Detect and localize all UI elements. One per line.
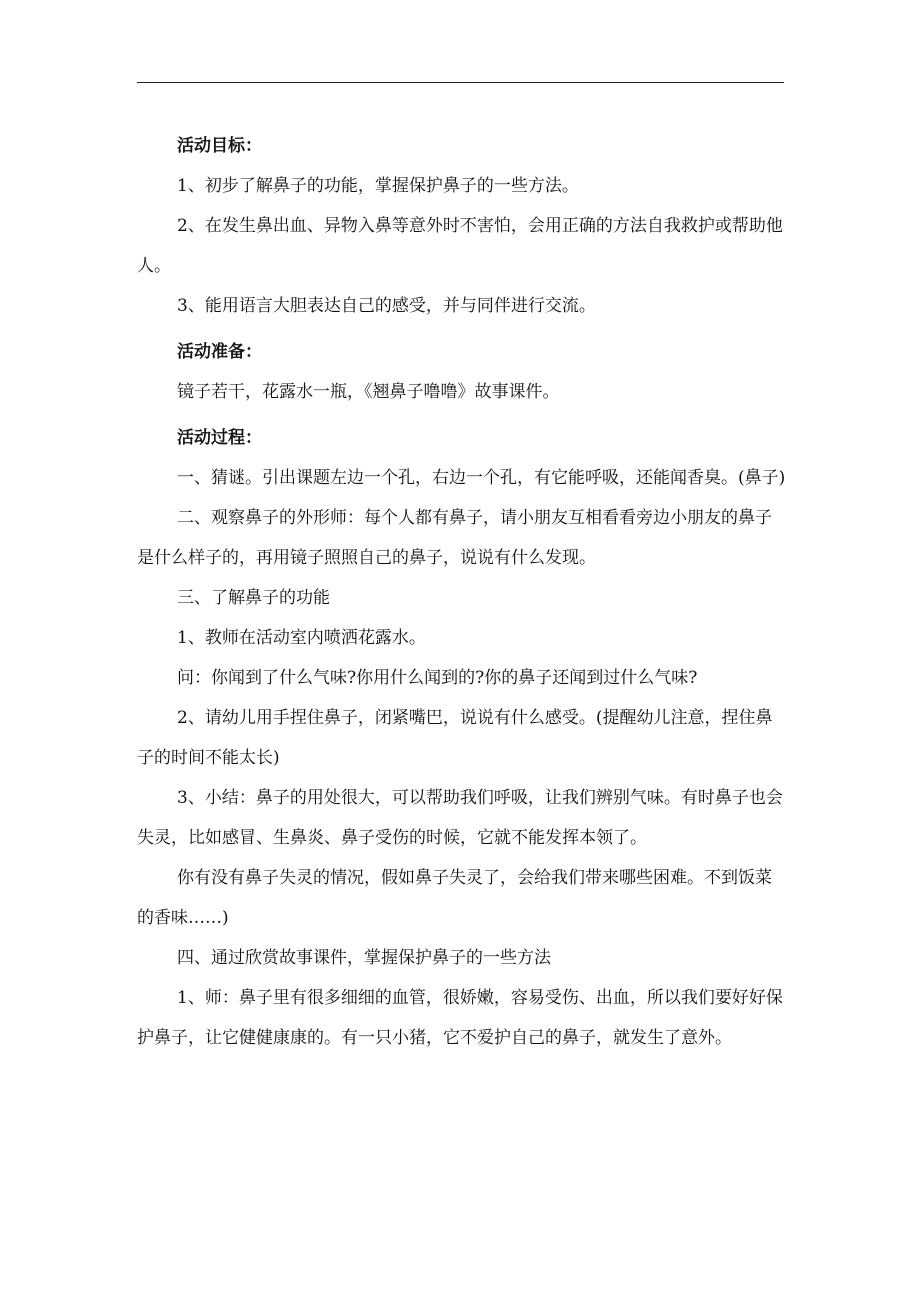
process-paragraph: 1、师：鼻子里有很多细细的血管，很娇嫩，容易受伤、出血，所以我们要好好保护鼻子，让它健健康康的。有一只小猪，它不爱护自己的鼻子，就发生了意外。 bbox=[137, 988, 783, 1048]
process-paragraph: 三、了解鼻子的功能 bbox=[177, 588, 330, 608]
process-paragraph: 二、观察鼻子的外形师：每个人都有鼻子，请小朋友互相看看旁边小朋友的鼻子是什么样子的，再用镜子照照自己的鼻子，说说有什么发现。 bbox=[137, 508, 772, 568]
goals-heading: 活动目标： bbox=[177, 136, 262, 156]
goal-item: 2、在发生鼻出血、异物入鼻等意外时不害怕，会用正确的方法自我救护或帮助他人。 bbox=[137, 216, 783, 276]
goal-item: 3、能用语言大胆表达自己的感受，并与同伴进行交流。 bbox=[177, 296, 596, 316]
document-body bbox=[137, 126, 787, 1058]
preparation-text: 镜子若干，花露水一瓶，《翘鼻子噜噜》故事课件。 bbox=[177, 382, 560, 402]
preparation-heading: 活动准备： bbox=[177, 342, 262, 362]
process-paragraph: 3、小结：鼻子的用处很大，可以帮助我们呼吸，让我们辨别气味。有时鼻子也会失灵，比如感冒、生鼻炎、鼻子受伤的时候，它就不能发挥本领了。 bbox=[137, 788, 783, 848]
process-paragraph: 四、通过欣赏故事课件，掌握保护鼻子的一些方法 bbox=[177, 948, 551, 968]
process-paragraph: 一、猜谜。引出课题左边一个孔，右边一个孔，有它能呼吸，还能闻香臭。(鼻子) bbox=[177, 468, 786, 488]
process-paragraph: 1、教师在活动室内喷洒花露水。 bbox=[177, 628, 426, 648]
process-paragraph: 你有没有鼻子失灵的情况，假如鼻子失灵了，会给我们带来哪些困难。不到饭菜的香味……) bbox=[137, 868, 772, 928]
process-paragraph: 2、请幼儿用手捏住鼻子，闭紧嘴巴，说说有什么感受。(提醒幼儿注意，捏住鼻子的时间不能太长) bbox=[137, 708, 773, 768]
process-heading: 活动过程： bbox=[177, 428, 262, 448]
process-paragraph: 问：你闻到了什么气味?你用什么闻到的?你的鼻子还闻到过什么气味? bbox=[177, 668, 698, 688]
goal-item: 1、初步了解鼻子的功能，掌握保护鼻子的一些方法。 bbox=[177, 176, 579, 196]
header-rule bbox=[137, 82, 784, 83]
